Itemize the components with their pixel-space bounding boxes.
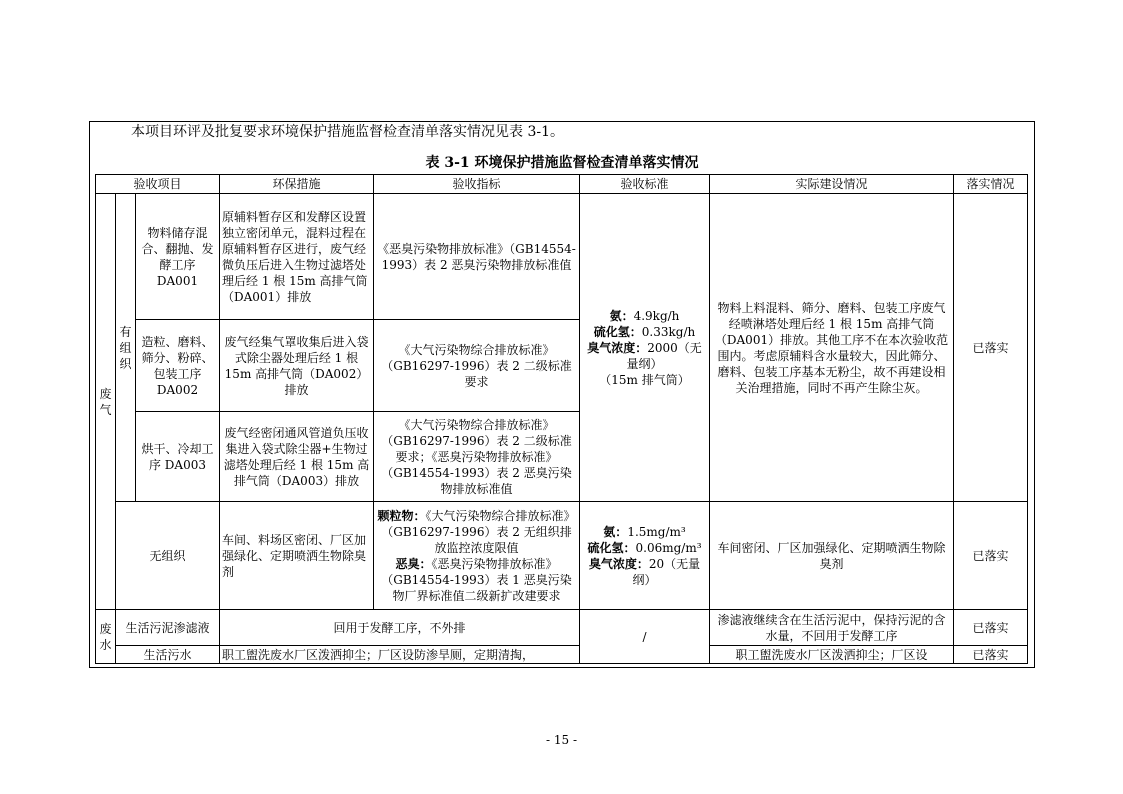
table-row bbox=[96, 502, 1028, 610]
measure-da001: 原辅料暂存区和发酵区设置独立密闭单元，混料过程在原辅料暂存区进行，废气经微负压后进入生物过滤塔处理后经 1 根 15m 高排气筒（DA001）排放 bbox=[220, 194, 374, 320]
actual-unorganized: 车间密闭、厂区加强绿化、定期喷洒生物除臭剂 bbox=[710, 502, 954, 610]
standard-waste-water: / bbox=[580, 610, 710, 664]
organized-standard: 氨：4.9kg/h 硫化氢：0.33kg/h 臭气浓度：2000（无量纲） （15m 排气筒） bbox=[580, 194, 710, 502]
header-acceptance-item: 验收项目 bbox=[96, 175, 220, 194]
measure-unorganized: 车间、料场区密闭、厂区加强绿化、定期喷洒生物除臭剂 bbox=[220, 502, 374, 610]
header-measures: 环保措施 bbox=[220, 175, 374, 194]
item-da001: 物料储存混合、翻抛、发酵工序 DA001 bbox=[136, 194, 220, 320]
indicator-unorganized: 颗粒物：《大气污染物综合排放标准》（GB16297-1996）表 2 无组织排放监控浓度限值 恶臭：《恶臭污染物排放标准》（GB14554-1993）表 1 恶臭污染物厂界标准值二级新扩改建要求 bbox=[374, 502, 580, 610]
header-row bbox=[96, 175, 1028, 194]
standard-unorganized: 氨：1.5mg/m³ 硫化氢：0.06mg/m³ 臭气浓度：20（无量纲） bbox=[580, 502, 710, 610]
item-sludge-leachate: 生活污泥渗滤液 bbox=[116, 610, 220, 646]
item-unorganized: 无组织 bbox=[116, 502, 220, 610]
status-sludge-leachate: 已落实 bbox=[954, 610, 1028, 646]
item-da003: 烘干、冷却工序 DA003 bbox=[136, 412, 220, 502]
header-standard: 验收标准 bbox=[580, 175, 710, 194]
category-waste-gas: 废气 bbox=[96, 194, 116, 610]
organized-actual: 物料上料混料、筛分、磨料、包装工序废气经喷淋塔处理后经 1 根 15m 高排气筒（DA001）排放。其他工序不在本次验收范围内。考虑原辅料含水量较大，因此筛分、磨料、包装工序基本无粉尘，故不再建设相关治理措施，同时不再产生除尘灰。 bbox=[710, 194, 954, 502]
table-row bbox=[96, 194, 1028, 320]
organized-label: 有组织 bbox=[116, 194, 136, 502]
measure-da002: 废气经集气罩收集后进入袋式除尘器处理后经 1 根 15m 高排气筒（DA002）排放 bbox=[220, 320, 374, 412]
table-caption: 表 3-1 环境保护措施监督检查清单落实情况 bbox=[425, 155, 699, 171]
organized-status: 已落实 bbox=[954, 194, 1028, 502]
measure-da003: 废气经密闭通风管道负压收集进入袋式除尘器+生物过滤塔处理后经 1 根 15m 高排气筒（DA003）排放 bbox=[220, 412, 374, 502]
page-number: - 15 - bbox=[545, 733, 577, 747]
item-domestic-sewage: 生活污水 bbox=[116, 646, 220, 664]
measure-domestic-sewage: 职工盥洗废水厂区泼洒抑尘；厂区设防渗旱厕，定期清掏， bbox=[220, 646, 580, 664]
actual-sludge-leachate: 渗滤液继续含在生活污泥中，保持污泥的含水量，不回用于发酵工序 bbox=[710, 610, 954, 646]
table-row bbox=[96, 610, 1028, 646]
header-indicator: 验收指标 bbox=[374, 175, 580, 194]
category-waste-water: 废水 bbox=[96, 610, 116, 664]
actual-domestic-sewage: 职工盥洗废水厂区泼洒抑尘；厂区设 bbox=[710, 646, 954, 664]
table-row bbox=[96, 646, 1028, 664]
inspection-table bbox=[95, 174, 1028, 664]
indicator-da003: 《大气污染物综合排放标准》（GB16297-1996）表 2 二级标准要求；《恶臭污染物排放标准》（GB14554-1993）表 2 恶臭污染物排放标准值 bbox=[374, 412, 580, 502]
item-da002: 造粒、磨料、筛分、粉碎、包装工序 DA002 bbox=[136, 320, 220, 412]
header-actual: 实际建设情况 bbox=[710, 175, 954, 194]
indicator-da001: 《恶臭污染物排放标准》（GB14554-1993）表 2 恶臭污染物排放标准值 bbox=[374, 194, 580, 320]
status-domestic-sewage: 已落实 bbox=[954, 646, 1028, 664]
intro-paragraph: 本项目环评及批复要求环境保护措施监督检查清单落实情况见表 3-1。 bbox=[131, 124, 564, 140]
header-status: 落实情况 bbox=[954, 175, 1028, 194]
measure-sludge-leachate: 回用于发酵工序，不外排 bbox=[220, 610, 580, 646]
indicator-da002: 《大气污染物综合排放标准》（GB16297-1996）表 2 二级标准要求 bbox=[374, 320, 580, 412]
status-unorganized: 已落实 bbox=[954, 502, 1028, 610]
